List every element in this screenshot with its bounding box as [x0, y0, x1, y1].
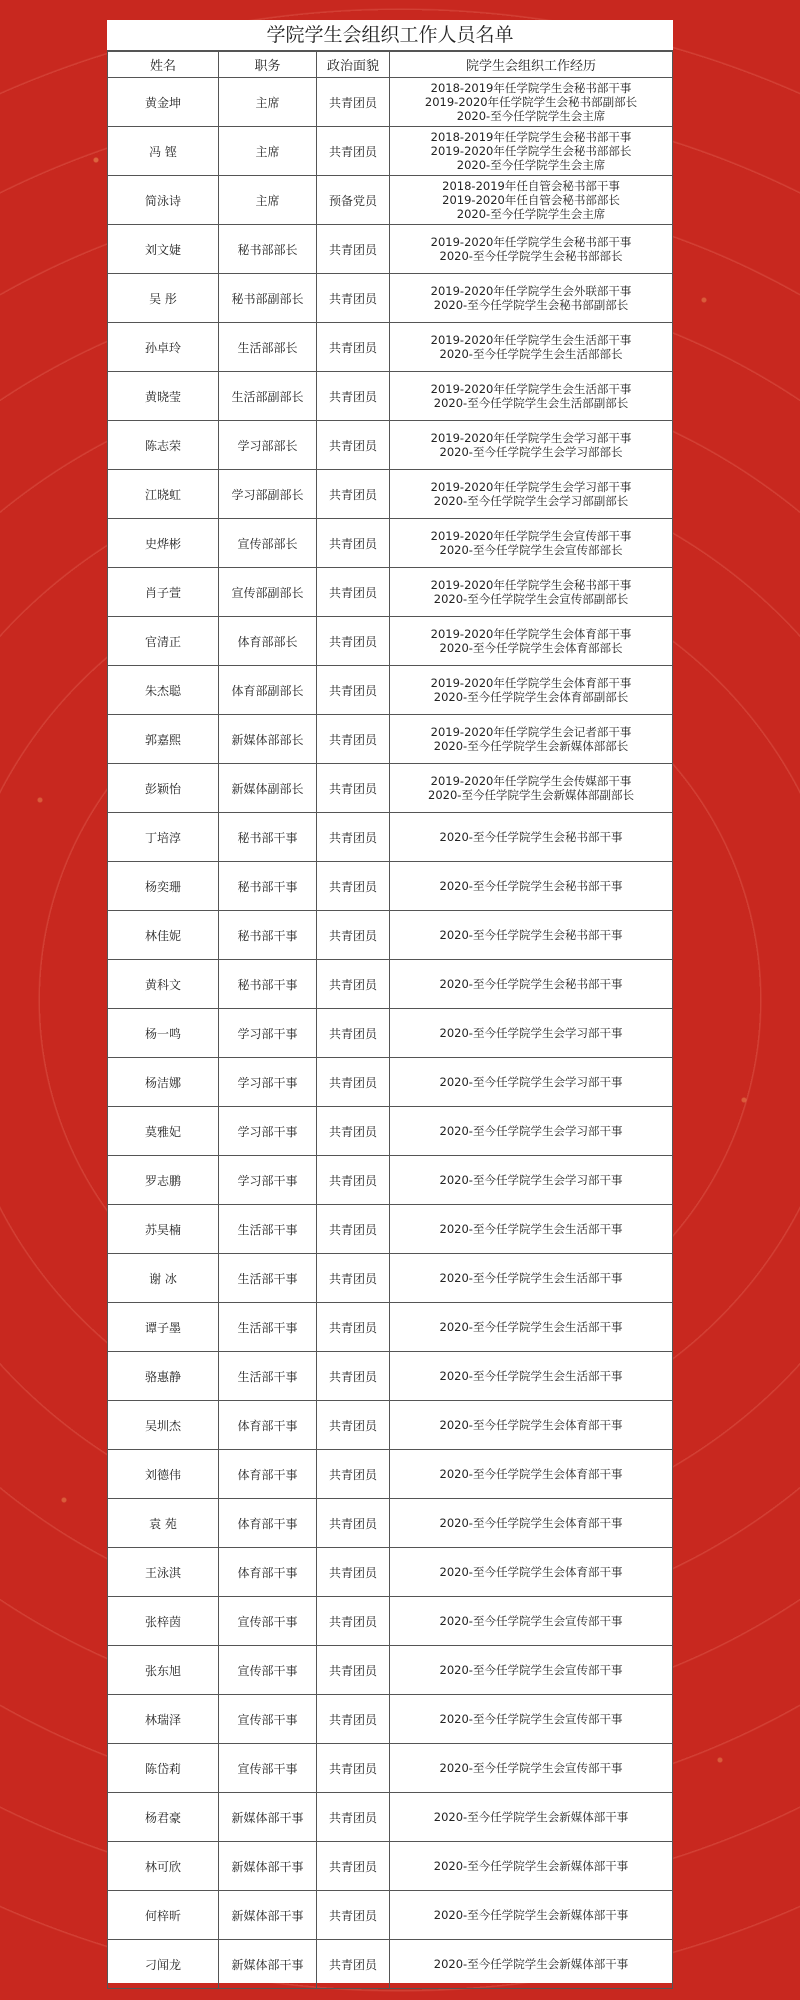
table-row: [108, 78, 673, 127]
table-row: [108, 1303, 673, 1352]
member-name: 谭子墨: [108, 1303, 219, 1352]
experience-line: 2019-2020年任学院学生会生活部干事: [430, 333, 632, 347]
member-experience: [390, 1793, 673, 1842]
member-role: 学习部干事: [219, 1156, 317, 1205]
experience-line: 2019-2020年任学院学生会生活部干事: [430, 382, 632, 396]
member-experience: [390, 1352, 673, 1401]
member-role: 生活部干事: [219, 1352, 317, 1401]
member-role: 秘书部副部长: [219, 274, 317, 323]
experience-line: 2019-2020年任学院学生会秘书部干事: [430, 578, 632, 592]
member-name: 吴 彤: [108, 274, 219, 323]
member-name: 张东旭: [108, 1646, 219, 1695]
member-political-status: 共青团员: [317, 1352, 390, 1401]
member-name: 黄晓莹: [108, 372, 219, 421]
member-political-status: 共青团员: [317, 1254, 390, 1303]
member-political-status: 共青团员: [317, 1499, 390, 1548]
table-row: [108, 764, 673, 813]
table-row: [108, 1548, 673, 1597]
member-political-status: 共青团员: [317, 78, 390, 127]
member-experience: [390, 421, 673, 470]
member-political-status: 共青团员: [317, 568, 390, 617]
member-experience: [390, 1695, 673, 1744]
member-name: 罗志鹏: [108, 1156, 219, 1205]
table-row: [108, 1744, 673, 1793]
experience-line: 2020-至今任学院学生会学习部干事: [439, 1124, 623, 1138]
member-name: 苏昊楠: [108, 1205, 219, 1254]
experience-line: 2020-至今任学院学生会秘书部部长: [439, 249, 623, 263]
member-name: 肖子萱: [108, 568, 219, 617]
experience-line: 2020-至今任学院学生会体育部干事: [439, 1418, 623, 1432]
table-row: [108, 960, 673, 1009]
member-political-status: 共青团员: [317, 960, 390, 1009]
experience-line: 2019-2020年任学院学生会学习部干事: [430, 431, 632, 445]
member-experience: [390, 1009, 673, 1058]
member-political-status: 共青团员: [317, 1450, 390, 1499]
member-name: 谢 冰: [108, 1254, 219, 1303]
member-role: 宣传部干事: [219, 1597, 317, 1646]
member-political-status: 共青团员: [317, 1842, 390, 1891]
member-role: 体育部干事: [219, 1450, 317, 1499]
member-experience: [390, 78, 673, 127]
experience-line: 2020-至今任学院学生会体育部副部长: [433, 690, 629, 704]
member-name: 张梓茵: [108, 1597, 219, 1646]
member-role: 新媒体部部长: [219, 715, 317, 764]
table-row: [108, 372, 673, 421]
table-row: [108, 127, 673, 176]
member-name: 丁培淳: [108, 813, 219, 862]
member-name: 郭嘉熙: [108, 715, 219, 764]
member-name: 袁 苑: [108, 1499, 219, 1548]
table-row: [108, 1695, 673, 1744]
member-experience: [390, 1205, 673, 1254]
member-name: 冯 铿: [108, 127, 219, 176]
member-role: 体育部干事: [219, 1401, 317, 1450]
roster-table: [107, 51, 673, 1989]
table-row: [108, 862, 673, 911]
member-role: 体育部干事: [219, 1548, 317, 1597]
table-row: [108, 274, 673, 323]
member-experience: [390, 274, 673, 323]
member-experience: [390, 372, 673, 421]
member-experience: [390, 1107, 673, 1156]
member-role: 主席: [219, 127, 317, 176]
experience-line: 2020-至今任学院学生会生活部干事: [439, 1369, 623, 1383]
experience-line: 2020-至今任学院学生会主席: [456, 109, 606, 123]
member-political-status: 共青团员: [317, 813, 390, 862]
header-role: 职务: [219, 52, 317, 78]
member-role: 新媒体部干事: [219, 1793, 317, 1842]
member-name: 杨奕珊: [108, 862, 219, 911]
member-experience: [390, 225, 673, 274]
member-political-status: 共青团员: [317, 1940, 390, 1989]
member-role: 体育部部长: [219, 617, 317, 666]
experience-line: 2019-2020年任学院学生会学习部干事: [430, 480, 632, 494]
member-political-status: 预备党员: [317, 176, 390, 225]
table-row: [108, 323, 673, 372]
member-role: 秘书部部长: [219, 225, 317, 274]
member-role: 生活部干事: [219, 1303, 317, 1352]
member-experience: [390, 1597, 673, 1646]
member-political-status: 共青团员: [317, 1058, 390, 1107]
table-row: [108, 1352, 673, 1401]
member-political-status: 共青团员: [317, 1107, 390, 1156]
experience-line: 2019-2020年任学院学生会体育部干事: [430, 676, 632, 690]
member-political-status: 共青团员: [317, 274, 390, 323]
table-row: [108, 666, 673, 715]
member-role: 秘书部干事: [219, 862, 317, 911]
member-political-status: 共青团员: [317, 715, 390, 764]
member-political-status: 共青团员: [317, 764, 390, 813]
member-role: 新媒体部干事: [219, 1940, 317, 1989]
member-name: 刘文婕: [108, 225, 219, 274]
experience-line: 2020-至今任学院学生会新媒体部干事: [433, 1957, 629, 1971]
member-experience: [390, 1499, 673, 1548]
member-role: 主席: [219, 78, 317, 127]
member-experience: [390, 1646, 673, 1695]
experience-line: 2020-至今任学院学生会新媒体部干事: [433, 1810, 629, 1824]
experience-line: 2020-至今任学院学生会宣传部干事: [439, 1712, 623, 1726]
member-political-status: 共青团员: [317, 323, 390, 372]
table-row: [108, 617, 673, 666]
experience-line: 2020-至今任学院学生会生活部干事: [439, 1271, 623, 1285]
experience-line: 2019-2020年任学院学生会记者部干事: [430, 725, 632, 739]
table-row: [108, 519, 673, 568]
member-role: 生活部副部长: [219, 372, 317, 421]
member-political-status: 共青团员: [317, 470, 390, 519]
member-political-status: 共青团员: [317, 1156, 390, 1205]
experience-line: 2020-至今任学院学生会新媒体部部长: [433, 739, 629, 753]
table-row: [108, 176, 673, 225]
member-political-status: 共青团员: [317, 1009, 390, 1058]
member-political-status: 共青团员: [317, 617, 390, 666]
experience-line: 2020-至今任学院学生会体育部干事: [439, 1467, 623, 1481]
member-political-status: 共青团员: [317, 519, 390, 568]
experience-line: 2020-至今任学院学生会宣传部部长: [439, 543, 623, 557]
member-political-status: 共青团员: [317, 1646, 390, 1695]
member-name: 陈志荣: [108, 421, 219, 470]
member-experience: [390, 176, 673, 225]
member-role: 主席: [219, 176, 317, 225]
experience-line: 2020-至今任学院学生会体育部干事: [439, 1565, 623, 1579]
member-name: 吴圳杰: [108, 1401, 219, 1450]
member-name: 刘德伟: [108, 1450, 219, 1499]
member-experience: [390, 960, 673, 1009]
table-row: [108, 1646, 673, 1695]
member-political-status: 共青团员: [317, 127, 390, 176]
member-experience: [390, 911, 673, 960]
table-row: [108, 1156, 673, 1205]
member-role: 宣传部部长: [219, 519, 317, 568]
member-role: 新媒体部干事: [219, 1891, 317, 1940]
member-political-status: 共青团员: [317, 862, 390, 911]
experience-line: 2020-至今任学院学生会生活部干事: [439, 1320, 623, 1334]
member-political-status: 共青团员: [317, 1695, 390, 1744]
member-role: 学习部部长: [219, 421, 317, 470]
member-experience: [390, 1156, 673, 1205]
member-name: 陈岱莉: [108, 1744, 219, 1793]
member-role: 宣传部副部长: [219, 568, 317, 617]
roster-sheet: [107, 20, 673, 1983]
member-name: 江晓虹: [108, 470, 219, 519]
member-experience: [390, 1450, 673, 1499]
member-experience: [390, 568, 673, 617]
member-experience: [390, 519, 673, 568]
experience-line: 2020-至今任学院学生会学习部干事: [439, 1173, 623, 1187]
member-political-status: 共青团员: [317, 1793, 390, 1842]
experience-line: 2020-至今任学院学生会体育部部长: [439, 641, 623, 655]
member-role: 学习部干事: [219, 1009, 317, 1058]
member-political-status: 共青团员: [317, 1548, 390, 1597]
member-name: 林可欣: [108, 1842, 219, 1891]
member-experience: [390, 323, 673, 372]
member-experience: [390, 1303, 673, 1352]
member-name: 刁闻龙: [108, 1940, 219, 1989]
experience-line: 2020-至今任学院学生会秘书部干事: [439, 928, 623, 942]
experience-line: 2020-至今任学院学生会生活部副部长: [433, 396, 629, 410]
header-name: 姓名: [108, 52, 219, 78]
member-name: 简泳诗: [108, 176, 219, 225]
member-name: 史烨彬: [108, 519, 219, 568]
table-row: [108, 421, 673, 470]
experience-line: 2020-至今任学院学生会秘书部干事: [439, 830, 623, 844]
table-row: [108, 1107, 673, 1156]
experience-line: 2019-2020年任学院学生会体育部干事: [430, 627, 632, 641]
member-role: 秘书部干事: [219, 960, 317, 1009]
member-name: 孙卓玲: [108, 323, 219, 372]
experience-line: 2019-2020年任自管会秘书部部长: [442, 193, 620, 207]
table-row: [108, 225, 673, 274]
experience-line: 2019-2020年任学院学生会传媒部干事: [430, 774, 632, 788]
experience-line: 2020-至今任学院学生会学习部副部长: [433, 494, 629, 508]
member-name: 何梓昕: [108, 1891, 219, 1940]
member-name: 黄科文: [108, 960, 219, 1009]
experience-line: 2018-2019年任学院学生会秘书部干事: [430, 81, 632, 95]
member-name: 朱杰聪: [108, 666, 219, 715]
member-name: 官清正: [108, 617, 219, 666]
member-name: 黄金坤: [108, 78, 219, 127]
member-political-status: 共青团员: [317, 1205, 390, 1254]
member-experience: [390, 1058, 673, 1107]
member-role: 生活部干事: [219, 1254, 317, 1303]
member-name: 王泳淇: [108, 1548, 219, 1597]
member-role: 新媒体部干事: [219, 1842, 317, 1891]
member-name: 杨一鸣: [108, 1009, 219, 1058]
experience-line: 2020-至今任学院学生会秘书部干事: [439, 977, 623, 991]
table-row: [108, 1499, 673, 1548]
member-experience: [390, 1401, 673, 1450]
member-role: 宣传部干事: [219, 1744, 317, 1793]
experience-line: 2020-至今任学院学生会主席: [456, 207, 606, 221]
experience-line: 2020-至今任学院学生会宣传部干事: [439, 1761, 623, 1775]
member-experience: [390, 862, 673, 911]
member-name: 林瑞泽: [108, 1695, 219, 1744]
experience-line: 2020-至今任学院学生会秘书部干事: [439, 879, 623, 893]
table-row: [108, 1401, 673, 1450]
member-political-status: 共青团员: [317, 1401, 390, 1450]
member-political-status: 共青团员: [317, 225, 390, 274]
table-row: [108, 715, 673, 764]
member-role: 秘书部干事: [219, 813, 317, 862]
member-role: 宣传部干事: [219, 1695, 317, 1744]
table-row: [108, 1450, 673, 1499]
member-experience: [390, 1548, 673, 1597]
member-name: 杨君豪: [108, 1793, 219, 1842]
member-role: 体育部干事: [219, 1499, 317, 1548]
member-political-status: 共青团员: [317, 1744, 390, 1793]
table-row: [108, 1842, 673, 1891]
experience-line: 2020-至今任学院学生会宣传部干事: [439, 1614, 623, 1628]
member-role: 学习部副部长: [219, 470, 317, 519]
table-row: [108, 470, 673, 519]
experience-line: 2018-2019年任自管会秘书部干事: [442, 179, 620, 193]
header-experience: 院学生会组织工作经历: [390, 52, 673, 78]
member-role: 秘书部干事: [219, 911, 317, 960]
member-experience: [390, 617, 673, 666]
table-row: [108, 813, 673, 862]
page-title: 学院学生会组织工作人员名单: [107, 20, 673, 51]
member-experience: [390, 764, 673, 813]
experience-line: 2019-2020年任学院学生会秘书部部长: [430, 144, 632, 158]
table-row: [108, 1058, 673, 1107]
member-role: 学习部干事: [219, 1107, 317, 1156]
experience-line: 2020-至今任学院学生会学习部干事: [439, 1075, 623, 1089]
member-experience: [390, 813, 673, 862]
member-experience: [390, 1940, 673, 1989]
table-row: [108, 1254, 673, 1303]
table-header-row: [108, 52, 673, 78]
member-experience: [390, 1842, 673, 1891]
table-row: [108, 911, 673, 960]
experience-line: 2020-至今任学院学生会学习部干事: [439, 1026, 623, 1040]
member-political-status: 共青团员: [317, 1891, 390, 1940]
member-experience: [390, 470, 673, 519]
member-political-status: 共青团员: [317, 1303, 390, 1352]
member-political-status: 共青团员: [317, 666, 390, 715]
experience-line: 2020-至今任学院学生会主席: [456, 158, 606, 172]
member-experience: [390, 1744, 673, 1793]
table-row: [108, 1891, 673, 1940]
member-name: 林佳妮: [108, 911, 219, 960]
experience-line: 2020-至今任学院学生会体育部干事: [439, 1516, 623, 1530]
table-row: [108, 568, 673, 617]
member-experience: [390, 1254, 673, 1303]
member-experience: [390, 666, 673, 715]
member-role: 学习部干事: [219, 1058, 317, 1107]
experience-line: 2020-至今任学院学生会秘书部副部长: [433, 298, 629, 312]
table-row: [108, 1009, 673, 1058]
member-political-status: 共青团员: [317, 372, 390, 421]
member-political-status: 共青团员: [317, 1597, 390, 1646]
experience-line: 2019-2020年任学院学生会秘书部副部长: [424, 95, 638, 109]
roster-body: [108, 78, 673, 1989]
experience-line: 2018-2019年任学院学生会秘书部干事: [430, 130, 632, 144]
member-experience: [390, 127, 673, 176]
member-role: 体育部副部长: [219, 666, 317, 715]
experience-line: 2020-至今任学院学生会新媒体部干事: [433, 1908, 629, 1922]
member-name: 杨洁娜: [108, 1058, 219, 1107]
table-row: [108, 1205, 673, 1254]
member-political-status: 共青团员: [317, 911, 390, 960]
member-experience: [390, 1891, 673, 1940]
experience-line: 2019-2020年任学院学生会宣传部干事: [430, 529, 632, 543]
member-name: 彭颖怡: [108, 764, 219, 813]
experience-line: 2020-至今任学院学生会学习部部长: [439, 445, 623, 459]
member-role: 新媒体副部长: [219, 764, 317, 813]
experience-line: 2020-至今任学院学生会新媒体部副部长: [428, 788, 634, 802]
experience-line: 2019-2020年任学院学生会外联部干事: [430, 284, 632, 298]
experience-line: 2020-至今任学院学生会宣传部干事: [439, 1663, 623, 1677]
member-role: 宣传部干事: [219, 1646, 317, 1695]
member-role: 生活部部长: [219, 323, 317, 372]
header-political-status: 政治面貌: [317, 52, 390, 78]
member-name: 莫雅妃: [108, 1107, 219, 1156]
member-role: 生活部干事: [219, 1205, 317, 1254]
table-row: [108, 1793, 673, 1842]
experience-line: 2020-至今任学院学生会生活部部长: [439, 347, 623, 361]
table-row: [108, 1597, 673, 1646]
experience-line: 2020-至今任学院学生会宣传部副部长: [433, 592, 629, 606]
experience-line: 2020-至今任学院学生会新媒体部干事: [433, 1859, 629, 1873]
experience-line: 2020-至今任学院学生会生活部干事: [439, 1222, 623, 1236]
member-experience: [390, 715, 673, 764]
table-row: [108, 1940, 673, 1989]
member-political-status: 共青团员: [317, 421, 390, 470]
member-name: 骆惠静: [108, 1352, 219, 1401]
experience-line: 2019-2020年任学院学生会秘书部干事: [430, 235, 632, 249]
